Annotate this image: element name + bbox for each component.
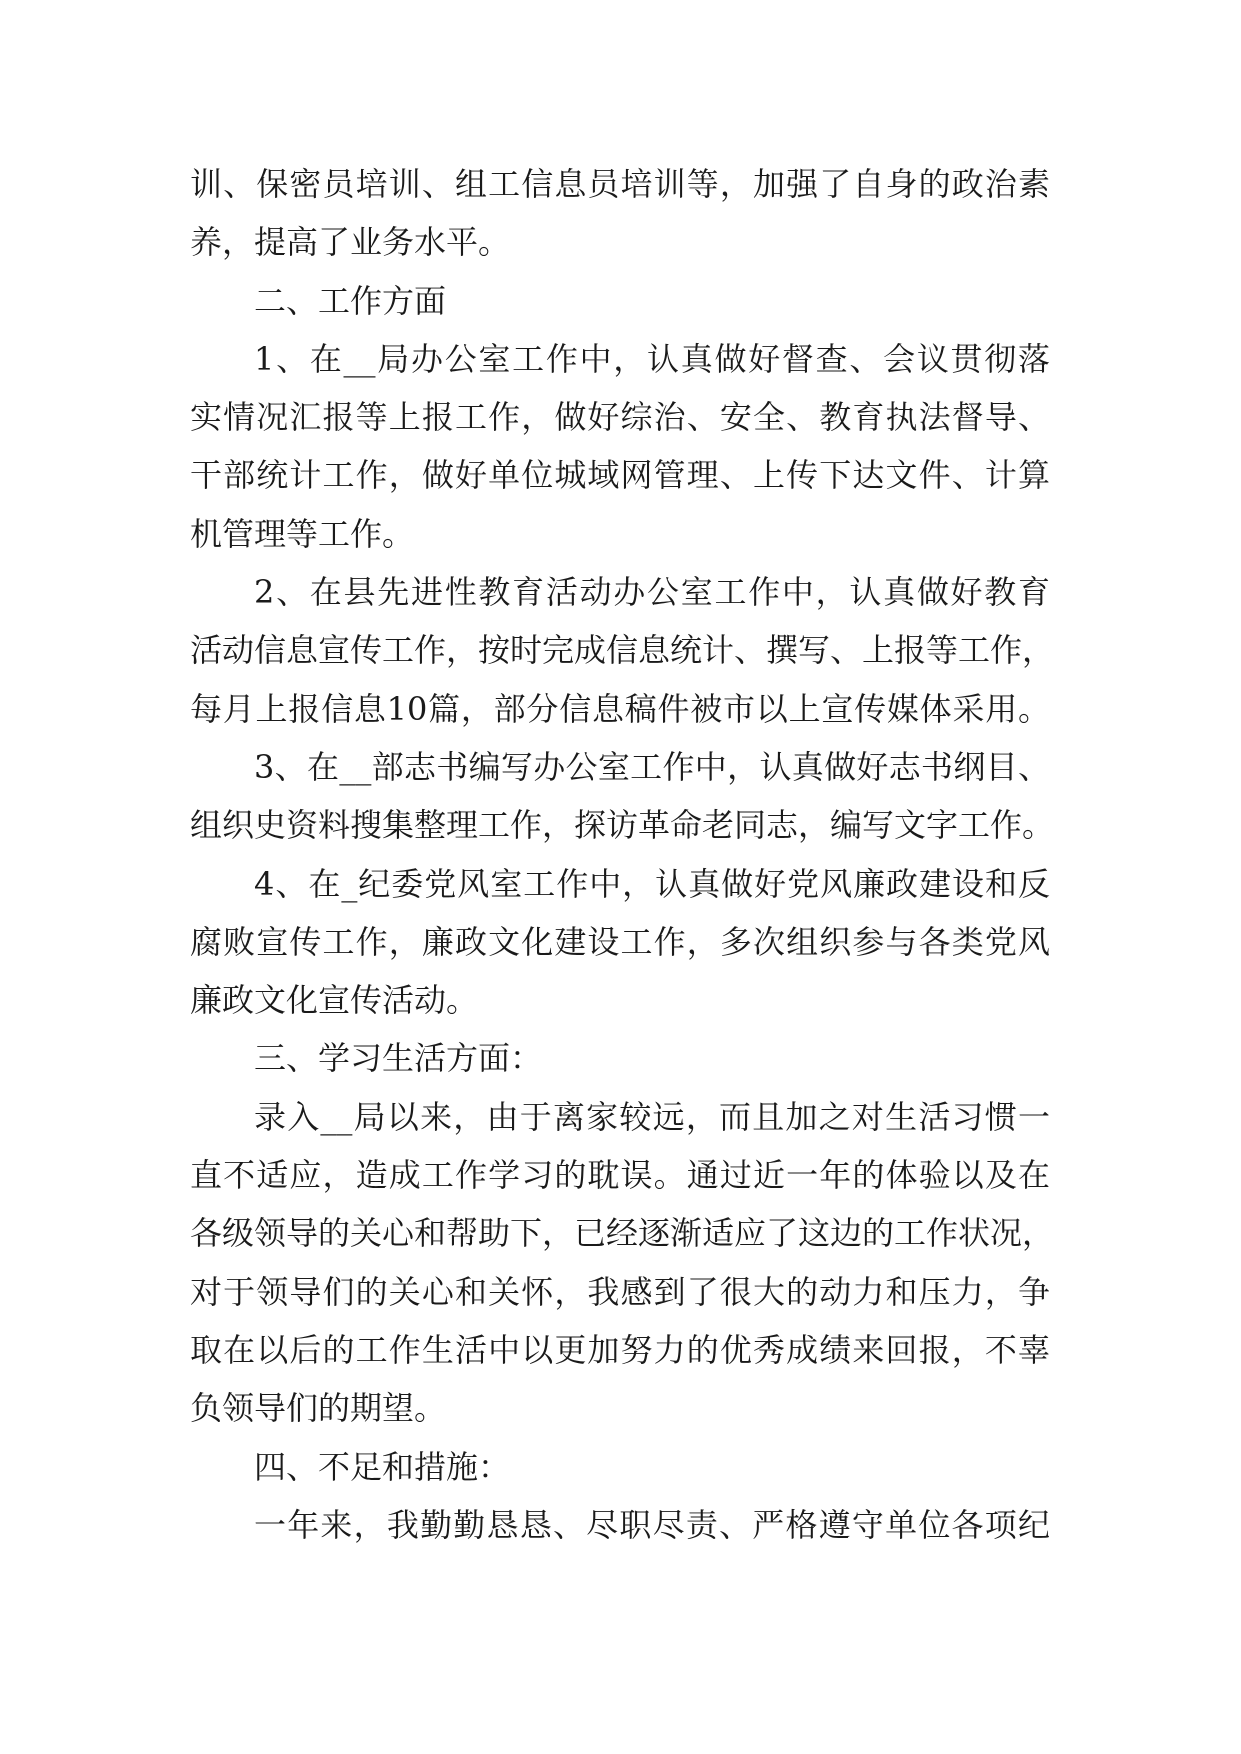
text-line: 干部统计工作，做好单位城域网管理、上传下达文件、计算 (190, 456, 1050, 495)
text-line: 腐败宣传工作，廉政文化建设工作，多次组织参与各类党风 (190, 922, 1050, 961)
text-line: 训、保密员培训、组工信息员培训等，加强了自身的政治素 (190, 165, 1050, 203)
text-line: 负领导们的期望。 (190, 1389, 447, 1428)
paragraph-first-line: 二、工作方面 (254, 281, 447, 320)
paragraph-first-line: 2、在县先进性教育活动办公室工作中，认真做好教育 (254, 573, 1050, 612)
paragraph-first-line: 3、在__部志书编写办公室工作中，认真做好志书纲目、 (254, 747, 1050, 786)
paragraph-first-line: 1、在__局办公室工作中，认真做好督查、会议贯彻落 (254, 339, 1050, 378)
text-line: 对于领导们的关心和关怀，我感到了很大的动力和压力，争 (190, 1272, 1050, 1311)
paragraph-first-line: 4、在_纪委党风室工作中，认真做好党风廉政建设和反 (254, 864, 1050, 903)
text-line: 机管理等工作。 (190, 514, 415, 553)
text-line: 各级领导的关心和帮助下，已经逐渐适应了这边的工作状况， (190, 1214, 1055, 1253)
paragraph-first-line: 三、学习生活方面： (254, 1039, 543, 1078)
text-line: 廉政文化宣传活动。 (190, 981, 479, 1020)
paragraph-first-line: 四、不足和措施： (254, 1447, 511, 1486)
paragraph-first-line: 录入__局以来，由于离家较远，而且加之对生活习惯一 (254, 1097, 1050, 1136)
document-body (190, 155, 1055, 1554)
text-line: 实情况汇报等上报工作，做好综治、安全、教育执法督导、 (190, 398, 1050, 437)
text-line: 组织史资料搜集整理工作，探访革命老同志，编写文字工作。 (190, 806, 1055, 845)
text-line: 活动信息宣传工作，按时完成信息统计、撰写、上报等工作， (190, 631, 1055, 670)
text-line: 养，提高了业务水平。 (190, 223, 511, 262)
text-line: 直不适应，造成工作学习的耽误。通过近一年的体验以及在 (190, 1156, 1050, 1195)
text-line: 每月上报信息10篇，部分信息稿件被市以上宣传媒体采用。 (190, 689, 1050, 728)
text-line: 取在以后的工作生活中以更加努力的优秀成绩来回报，不辜 (190, 1330, 1050, 1369)
paragraph-first-line: 一年来，我勤勤恳恳、尽职尽责、严格遵守单位各项纪 (254, 1505, 1050, 1544)
